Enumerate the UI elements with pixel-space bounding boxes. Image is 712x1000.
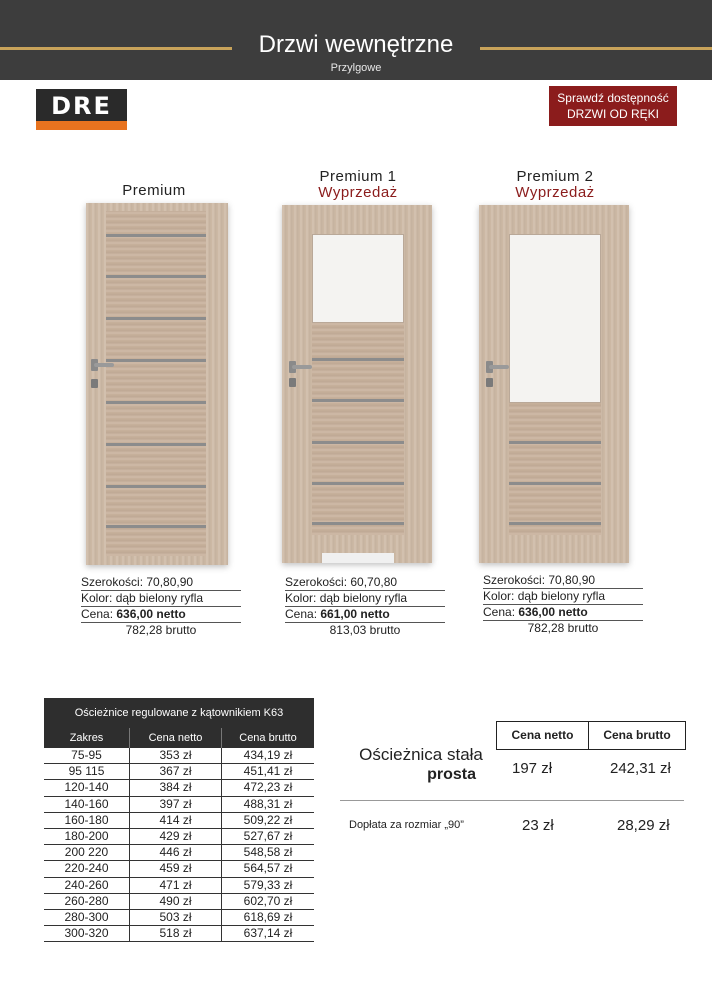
door-image-premium-2 <box>479 205 629 563</box>
price-label: Cena: <box>285 607 318 621</box>
availability-badge-line2: DRZWI OD RĘKI <box>567 107 659 121</box>
color-value: dąb bielony ryfla <box>517 589 606 603</box>
door-strip <box>509 441 601 444</box>
surcharge-gross: 28,29 zł <box>617 817 670 834</box>
price-net: 636,00 netto <box>518 605 588 619</box>
page-subtitle: Przylgowe <box>330 62 382 74</box>
price-label: Cena: <box>81 607 114 621</box>
door-lock-icon <box>91 379 98 388</box>
color-value: dąb bielony ryfla <box>115 591 204 605</box>
column-header-gross: Cena brutto <box>603 728 671 742</box>
door-handle-icon <box>292 365 312 369</box>
net-price-cell: 367 zł <box>130 764 222 779</box>
color-label: Kolor: <box>483 589 515 603</box>
net-price-cell: 490 zł <box>130 894 222 909</box>
width-values: 70,80,90 <box>548 573 596 587</box>
gross-price-cell: 548,58 zł <box>243 845 293 860</box>
table-row <box>44 780 314 796</box>
column-header-gross: Cena brutto <box>239 732 297 744</box>
range-cell: 280-300 <box>44 910 130 925</box>
availability-badge[interactable] <box>549 86 677 126</box>
gross-price-cell: 602,70 zł <box>243 893 293 908</box>
door-strip <box>312 441 404 444</box>
price-gross: 782,28 brutto <box>125 623 197 637</box>
product-name: Premium <box>122 182 186 199</box>
price-gross: 813,03 brutto <box>329 623 401 637</box>
door-strip <box>106 275 206 278</box>
gross-price-cell: 527,67 zł <box>243 828 293 843</box>
product-name: Premium 1 <box>319 168 397 185</box>
net-price-cell: 446 zł <box>130 845 222 860</box>
product-name: Premium 2 <box>516 168 594 185</box>
frames-table-body <box>44 748 314 942</box>
door-strip <box>106 359 206 362</box>
table-row <box>44 764 314 780</box>
net-price-cell: 459 zł <box>130 861 222 876</box>
gross-price-cell: 488,31 zł <box>243 796 293 811</box>
page-title: Drzwi wewnętrzne <box>258 31 454 58</box>
gross-price-cell: 434,19 zł <box>243 748 293 762</box>
product-spec-premium-1 <box>285 575 445 639</box>
width-label: Szerokości: <box>483 573 546 587</box>
color-value: dąb bielony ryfla <box>319 591 408 605</box>
range-cell: 260-280 <box>44 894 130 909</box>
range-cell: 180-200 <box>44 829 130 844</box>
gross-price-cell: 618,69 zł <box>243 909 293 924</box>
net-price-cell: 384 zł <box>130 780 222 795</box>
net-price-cell: 414 zł <box>130 813 222 828</box>
brand-logo <box>36 89 127 130</box>
frames-price-table <box>44 698 314 942</box>
net-price-cell: 397 zł <box>130 797 222 812</box>
table-row <box>44 861 314 877</box>
width-values: 70,80,90 <box>146 575 194 589</box>
door-panel <box>312 323 404 535</box>
gross-price-cell: 564,57 zł <box>243 861 293 876</box>
door-strip <box>312 522 404 525</box>
range-cell: 240-260 <box>44 878 130 893</box>
door-strip <box>106 485 206 488</box>
table-row <box>44 797 314 813</box>
sale-label: Wyprzedaż <box>515 184 595 201</box>
range-cell: 200 220 <box>44 845 130 860</box>
door-strip <box>509 482 601 485</box>
door-strip <box>106 525 206 528</box>
surcharge-net: 23 zł <box>522 817 554 834</box>
table-row <box>44 829 314 845</box>
gross-price-cell: 472,23 zł <box>243 780 293 795</box>
gross-price-cell: 579,33 zł <box>243 877 293 892</box>
width-label: Szerokości: <box>81 575 144 589</box>
net-price-cell: 518 zł <box>130 926 222 941</box>
range-cell: 220-240 <box>44 861 130 876</box>
price-gross: 782,28 brutto <box>527 621 599 635</box>
gross-price-cell: 637,14 zł <box>243 926 293 941</box>
divider <box>340 800 684 801</box>
door-panel <box>509 403 601 535</box>
brand-logo-text: DRE <box>51 92 112 120</box>
door-strip <box>106 401 206 404</box>
door-strip <box>312 399 404 402</box>
door-strip <box>509 522 601 525</box>
table-row <box>44 845 314 861</box>
net-price-cell: 471 zł <box>130 878 222 893</box>
price-net: 661,00 netto <box>320 607 390 621</box>
door-strip <box>312 358 404 361</box>
door-undercut <box>322 553 394 563</box>
door-panel <box>106 211 206 556</box>
table-row <box>44 910 314 926</box>
fixed-frame-type: prosta <box>427 766 476 783</box>
range-cell: 160-180 <box>44 813 130 828</box>
color-label: Kolor: <box>285 591 317 605</box>
product-spec-premium <box>81 575 241 639</box>
door-glass <box>509 234 601 403</box>
table-row <box>44 894 314 910</box>
color-label: Kolor: <box>81 591 113 605</box>
door-handle-icon <box>94 363 114 367</box>
price-net: 636,00 netto <box>116 607 186 621</box>
sale-label: Wyprzedaż <box>318 184 398 201</box>
net-price-cell: 353 zł <box>130 748 222 763</box>
door-strip <box>106 443 206 446</box>
door-strip <box>106 234 206 237</box>
door-image-premium-1 <box>282 205 432 563</box>
range-cell: 95 115 <box>44 764 130 779</box>
fixed-frame-net: 197 zł <box>512 760 553 777</box>
fixed-frame-header <box>496 721 686 750</box>
table-row <box>44 813 314 829</box>
table-row <box>44 926 314 942</box>
door-strip <box>312 482 404 485</box>
door-glass <box>312 234 404 323</box>
gross-price-cell: 509,22 zł <box>243 812 293 827</box>
column-header-range: Zakres <box>44 728 130 748</box>
range-cell: 75-95 <box>44 748 130 763</box>
range-cell: 120-140 <box>44 780 130 795</box>
width-label: Szerokości: <box>285 575 348 589</box>
product-spec-premium-2 <box>483 573 643 637</box>
table-row <box>44 878 314 894</box>
range-cell: 140-160 <box>44 797 130 812</box>
fixed-frame-label: Ościeżnica stała <box>359 745 483 764</box>
brand-logo-accent <box>36 121 127 130</box>
page-header <box>0 0 712 80</box>
availability-badge-line1: Sprawdź dostępność <box>557 91 669 105</box>
fixed-frame-gross: 242,31 zł <box>610 760 671 777</box>
door-lock-icon <box>289 378 296 387</box>
column-header-net: Cena netto <box>130 728 222 748</box>
gross-price-cell: 451,41 zł <box>243 764 293 779</box>
surcharge-label: Dopłata za rozmiar „90” <box>349 819 464 831</box>
frames-table-title: Ościeżnice regulowane z kątownikiem K63 <box>44 698 314 728</box>
width-values: 60,70,80 <box>350 575 398 589</box>
door-image-premium <box>86 203 228 565</box>
price-label: Cena: <box>483 605 516 619</box>
door-strip <box>106 317 206 320</box>
door-handle-icon <box>489 365 509 369</box>
range-cell: 300-320 <box>44 926 130 941</box>
column-header-net: Cena netto <box>497 722 589 749</box>
table-row <box>44 748 314 764</box>
net-price-cell: 503 zł <box>130 910 222 925</box>
frames-table-header <box>44 728 314 748</box>
door-lock-icon <box>486 378 493 387</box>
net-price-cell: 429 zł <box>130 829 222 844</box>
